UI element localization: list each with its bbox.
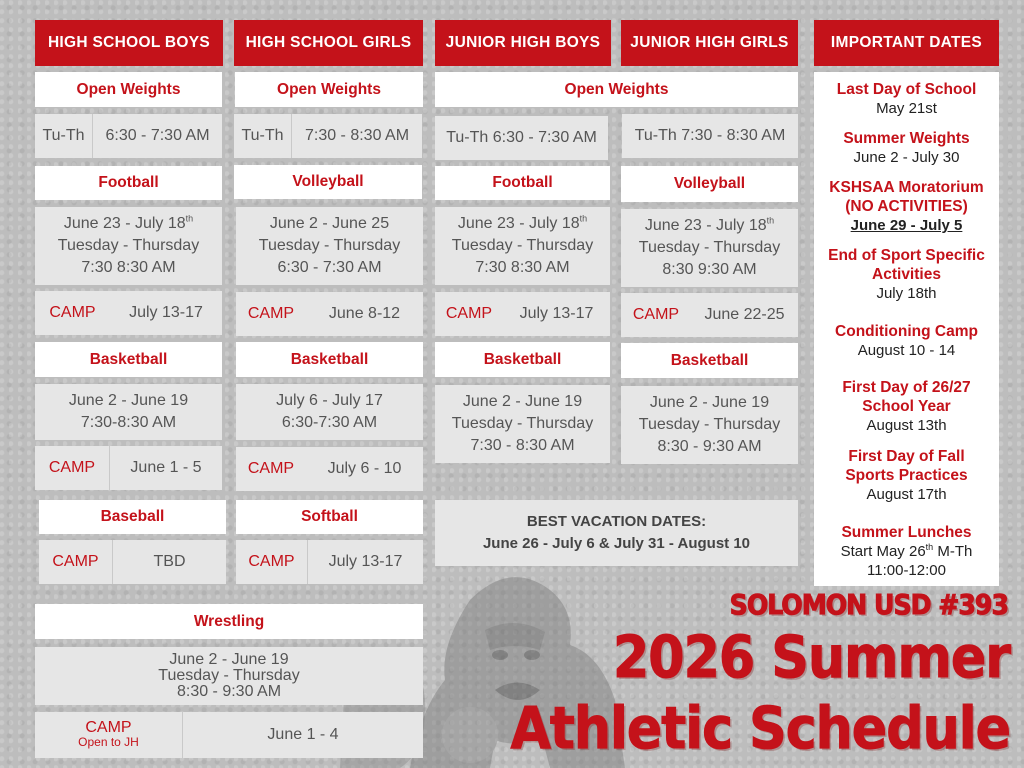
wrestling-line3: 8:30 - 9:30 AM (176, 683, 282, 700)
hs-girls-vb-camp-dates: June 8-12 (328, 305, 401, 322)
jh-open-weights-title: Open Weights (435, 72, 798, 107)
hs-boys-fb-camp-label: CAMP (49, 304, 96, 321)
hs-boys-football-camp (35, 291, 222, 335)
wrestling-title: Wrestling (35, 604, 423, 639)
important-item-title: Conditioning Camp (835, 323, 978, 340)
hs-girls-sb-camp-dates: July 13-17 (328, 553, 403, 570)
jh-vb-line1: June 23 - July 18 (644, 217, 767, 234)
hs-girls-basketball-title: Basketball (236, 342, 423, 377)
hs-boys-football-schedule (35, 207, 222, 285)
district-name: SOLOMON USD #393 (729, 588, 1008, 621)
hs-girls-bb-camp-label: CAMP (247, 460, 295, 477)
hs-boys-baseball-camp (39, 540, 226, 584)
jh-boys-football-camp (435, 292, 610, 336)
important-item-title: Summer Weights (843, 130, 970, 147)
hs-boys-basketball-schedule (35, 384, 222, 440)
vacation-title: BEST VACATION DATES: (526, 513, 707, 530)
hs-boys-ow-days: Tu-Th (35, 114, 93, 158)
important-item (814, 80, 999, 118)
hs-girls-softball-title: Softball (236, 500, 423, 534)
important-item-title: KSHSAA Moratorium (NO ACTIVITIES) (829, 179, 984, 215)
jh-boys-basketball-title: Basketball (435, 342, 610, 377)
wrestling-camp-label: CAMP (85, 719, 132, 736)
hs-girls-basketball-schedule (236, 384, 423, 440)
important-item-detail-b: M-Th (933, 543, 973, 560)
jh-fb-line3: 7:30 8:30 AM (475, 259, 570, 276)
header-hs-girls: HIGH SCHOOL GIRLS (234, 20, 423, 66)
hs-girls-volleyball-schedule (236, 207, 423, 285)
hs-boys-bb-line2: 7:30-8:30 AM (80, 414, 177, 431)
hs-boys-base-camp-label: CAMP (39, 540, 113, 584)
hs-girls-vb-camp-label: CAMP (247, 305, 295, 322)
important-item-detail: August 10 - 14 (857, 342, 956, 359)
jh-vb-line3: 8:30 9:30 AM (662, 261, 757, 278)
title-line2: Athletic Schedule (510, 694, 1010, 762)
jh-gbb-line2: Tuesday - Thursday (638, 416, 781, 433)
jh-girls-basketball-title: Basketball (621, 343, 798, 378)
hs-boys-bb-camp-dates: June 1 - 5 (130, 459, 202, 476)
jh-bbb-line3: 7:30 - 8:30 AM (470, 437, 575, 454)
wrestling-line2: Tuesday - Thursday (158, 667, 300, 684)
hs-boys-baseball-title: Baseball (39, 500, 226, 534)
important-item-detail-a: Start May 26 (840, 543, 926, 560)
hs-boys-fb-camp-dates: July 13-17 (129, 304, 203, 321)
jh-bbb-line2: Tuesday - Thursday (451, 415, 594, 432)
hs-girls-bb-camp-dates: July 6 - 10 (327, 460, 402, 477)
hs-girls-vb-line1: June 2 - June 25 (269, 215, 390, 232)
jh-fb-camp-dates: July 13-17 (519, 305, 594, 322)
jh-boys-football-title: Football (435, 166, 610, 200)
hs-girls-volleyball-camp (236, 292, 423, 336)
wrestling-schedule (35, 647, 423, 705)
hs-girls-sb-camp-label: CAMP (236, 540, 308, 584)
hs-boys-base-camp-dates: TBD (153, 553, 186, 570)
important-item-title: Summer Lunches (841, 524, 972, 541)
header-important-dates: IMPORTANT DATES (814, 20, 999, 66)
jh-vb-camp-label: CAMP (632, 306, 680, 323)
jh-fb-line1-sup: th (579, 213, 588, 224)
jh-gbb-line1: June 2 - June 19 (649, 394, 770, 411)
important-item-detail: May 21st (876, 100, 937, 117)
important-dates-panel (814, 72, 999, 586)
hs-girls-open-weights-title: Open Weights (235, 72, 423, 107)
hs-girls-ow-days: Tu-Th (234, 114, 292, 158)
hs-girls-open-weights-row (234, 114, 422, 158)
hs-boys-fb-line1-sup: th (185, 213, 194, 224)
important-item-detail: August 13th (866, 417, 947, 434)
hs-boys-basketball-title: Basketball (35, 342, 222, 377)
hs-boys-open-weights-row (35, 114, 222, 158)
hs-girls-basketball-camp (236, 447, 423, 491)
hs-girls-volleyball-title: Volleyball (234, 165, 422, 199)
important-item-title: Last Day of School (836, 81, 977, 98)
jh-fb-line1: June 23 - July 18 (457, 215, 580, 232)
jh-vb-line2: Tuesday - Thursday (638, 239, 781, 256)
jh-boys-basketball-schedule (435, 385, 610, 463)
hs-boys-bb-camp-label: CAMP (35, 446, 110, 490)
hs-boys-fb-line2: Tuesday - Thursday (57, 237, 200, 254)
header-hs-boys: HIGH SCHOOL BOYS (35, 20, 223, 66)
jh-girls-volleyball-title: Volleyball (621, 166, 798, 202)
important-item (814, 322, 999, 360)
title-line1: 2026 Summer (612, 623, 1010, 691)
hs-girls-bb-line2: 6:30-7:30 AM (281, 414, 378, 431)
wrestling-camp-note: Open to JH (78, 735, 139, 749)
important-item-detail: July 18th (876, 285, 937, 302)
jh-boys-open-weights: Tu-Th 6:30 - 7:30 AM (435, 116, 608, 160)
hs-boys-open-weights-title: Open Weights (35, 72, 222, 107)
wrestling-camp (35, 712, 423, 758)
wrestling-line1: June 2 - June 19 (169, 651, 289, 668)
jh-fb-camp-label: CAMP (445, 305, 493, 322)
jh-vb-camp-dates: June 22-25 (704, 306, 785, 323)
hs-boys-fb-line3: 7:30 8:30 AM (81, 259, 176, 276)
important-item (814, 129, 999, 167)
header-jh-girls: JUNIOR HIGH GIRLS (621, 20, 798, 66)
hs-boys-basketball-camp (35, 446, 222, 490)
important-item (814, 378, 999, 435)
important-item-detail: June 2 - July 30 (853, 149, 960, 166)
jh-girls-volleyball-schedule (621, 209, 798, 287)
jh-girls-basketball-schedule (621, 386, 798, 464)
jh-fb-line2: Tuesday - Thursday (451, 237, 594, 254)
jh-gbb-line3: 8:30 - 9:30 AM (657, 438, 762, 455)
jh-girls-volleyball-camp (621, 293, 798, 337)
hs-boys-bb-line1: June 2 - June 19 (68, 392, 189, 409)
wrestling-camp-dates: June 1 - 4 (267, 726, 339, 743)
important-item-title: First Day of 26/27 School Year (842, 379, 971, 415)
header-jh-boys: JUNIOR HIGH BOYS (435, 20, 611, 66)
important-item-title: First Day of Fall Sports Practices (845, 448, 968, 484)
hs-boys-football-title: Football (35, 166, 222, 200)
important-item-detail-sup: th (925, 542, 934, 552)
important-item (814, 246, 999, 303)
hs-girls-vb-line3: 6:30 - 7:30 AM (277, 259, 382, 276)
important-item (814, 447, 999, 504)
important-item (814, 523, 999, 580)
vacation-panel (435, 500, 798, 566)
jh-bbb-line1: June 2 - June 19 (462, 393, 583, 410)
important-item (814, 178, 999, 235)
jh-girls-open-weights: Tu-Th 7:30 - 8:30 AM (622, 114, 798, 158)
hs-girls-vb-line2: Tuesday - Thursday (258, 237, 401, 254)
hs-boys-ow-time: 6:30 - 7:30 AM (105, 127, 210, 144)
hs-boys-fb-line1: June 23 - July 18 (63, 215, 186, 232)
hs-girls-ow-time: 7:30 - 8:30 AM (304, 127, 410, 144)
important-item-detail: June 29 - July 5 (850, 217, 963, 234)
important-item-title: End of Sport Specific Activities (828, 247, 985, 283)
hs-girls-softball-camp (236, 540, 423, 584)
hs-girls-bb-line1: July 6 - July 17 (276, 392, 383, 409)
important-item-detail: August 17th (866, 486, 947, 503)
important-item-detail-2: 11:00-12:00 (867, 562, 946, 579)
jh-boys-football-schedule (435, 207, 610, 285)
jh-vb-line1-sup: th (766, 215, 775, 226)
vacation-dates: June 26 - July 6 & July 31 - August 10 (482, 535, 751, 552)
